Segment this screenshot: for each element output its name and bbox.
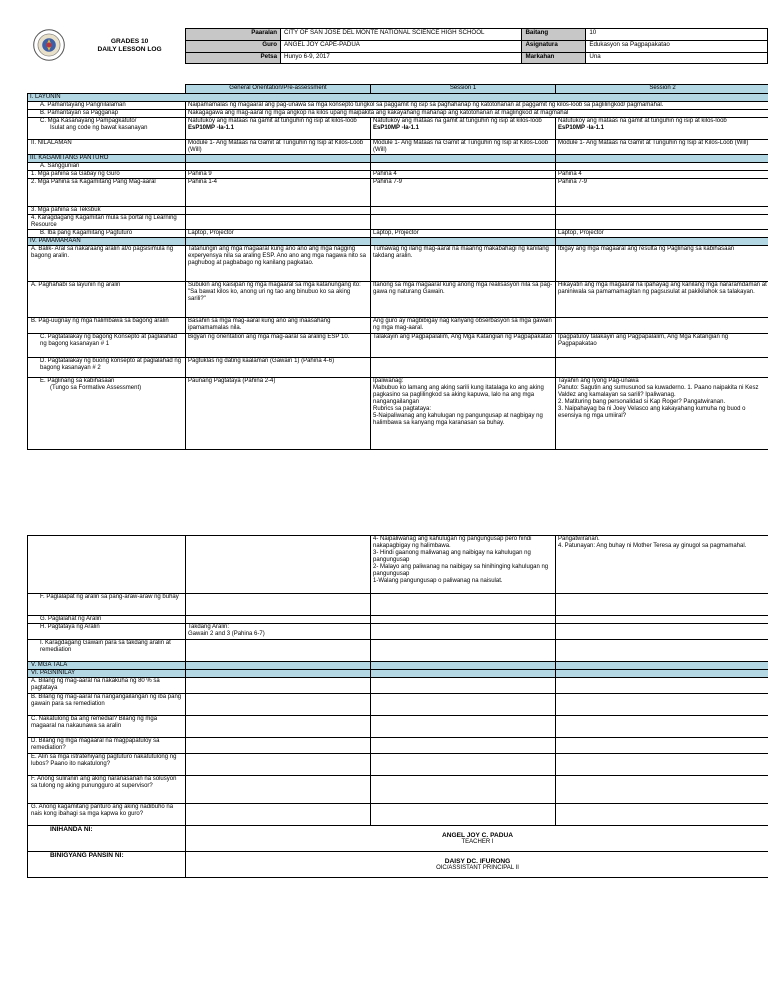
cell-session1	[371, 754, 556, 776]
row-label: II. NILALAMAN	[28, 140, 186, 155]
row-label: A. Balik- Aral sa nakaraang aralin at/o pagsisimula ng bagong aralin.	[28, 246, 186, 282]
cell-orientation: Tatanungin ang mga magaaral kung ano ano ang mga nagging experyensya nila sa araling ESP. Ano ano ang mga nagawa nito sa paghubog at pagbabago ng kanilang pagkatao.	[186, 246, 371, 282]
asignatura-value: Edukasyon sa Pagpapakatao	[586, 40, 768, 52]
row-pamantayang-pangnilalaman	[28, 102, 768, 110]
row-learning-resource	[28, 215, 768, 230]
signatory-name: DAISY DC. IFURONG	[444, 857, 511, 865]
cell-session2	[556, 215, 768, 230]
cell-session1: Pahina 4	[371, 171, 556, 179]
row-pagninilay-d	[28, 738, 768, 754]
baitang-label: Baitang	[522, 29, 586, 41]
col-header-orientation: General Orientation/Pre-assessment	[186, 85, 371, 94]
cell-session2	[556, 594, 768, 616]
cell-line: Subukin ang kaisipan ng mga magaaral sa mga katanungang ito:	[188, 282, 361, 288]
cell-session1: Tumawag ng ilang mag-aaral na maaring makabahagi ng kanilang takdang aralin.	[371, 246, 556, 282]
lesson-log-table-page1	[27, 84, 768, 450]
cell-session2	[556, 616, 768, 624]
row-pagninilay-c	[28, 716, 768, 738]
competency-text: Natutukoy ang mataas na gamit at tunguhin ng isip at kilos-loob	[188, 118, 357, 124]
cell-orientation: Paunang Pagtataya (Pahina 2-4)	[186, 378, 371, 450]
cell-orientation: Pahina 1-4	[186, 179, 371, 207]
label-line-1: E. Paglinang sa kabihasaan	[40, 378, 115, 384]
competency-code: EsP10MP -Ia-1.1	[188, 125, 234, 131]
section-blank	[371, 238, 556, 246]
signatory-position: TEACHER I	[461, 838, 494, 845]
row-paglalapat	[28, 594, 768, 616]
cell-session2	[556, 738, 768, 754]
row-label	[28, 536, 186, 594]
cell-orientation	[186, 207, 371, 215]
cell-session1	[371, 215, 556, 230]
row-label: 1. Mga pahina sa Gabay ng Guro	[28, 171, 186, 179]
cell-session2: Hikayatin ang mga magaaral na ipahayag ang kanilang mga nararamdaman at paniniwala sa pamamamagitan ng pagsusulat at pakikilahok sa talakayan.	[556, 282, 768, 318]
cell-orientation	[186, 163, 371, 171]
section-blank	[371, 670, 556, 678]
cell-session1: Itanong sa mga magaaral kung anong mga realisasyon nila sa pag-gawa ng naturang Gawain.	[371, 282, 556, 318]
binigyang-label: BINIGYANG PANSIN NI:	[28, 852, 186, 878]
cell-session2	[556, 358, 768, 378]
cell-orientation	[186, 215, 371, 230]
row-paglinang	[28, 378, 768, 450]
cell-orientation	[186, 594, 371, 616]
section-pagninilay	[28, 670, 768, 678]
blank-header	[28, 85, 186, 94]
row-label: A. Bilang ng mag-aaral na nakakuha ng 80 % sa pagtataya	[28, 678, 186, 694]
cell-session1	[371, 694, 556, 716]
column-header-row	[28, 85, 768, 94]
cell-orientation	[186, 754, 371, 776]
section-blank	[556, 662, 768, 670]
cell-session1: Laptop, Projector	[371, 230, 556, 238]
section-title: V. MGA TALA	[28, 662, 186, 670]
row-kasanayang-pampagkatuto	[28, 118, 768, 140]
competency-text: Natutukoy ang mataas na gamit at tunguhin ng isip at kilos-loob	[373, 118, 542, 124]
row-label: G. Paglalahat ng Aralin	[28, 616, 186, 624]
competency-text: Natutukoy ang mataas na gamit at tunguhin ng isip at kilos-loob	[558, 118, 727, 124]
row-label: A. Sanggunian	[28, 163, 186, 171]
row-label: F. Anong suliranin ang aking naranasanan na solusyon sa tulong ng aking punungguro at supervisor?	[28, 776, 186, 804]
row-pagtatalakay-1	[28, 334, 768, 358]
document-title	[74, 29, 186, 64]
header-table	[26, 28, 768, 64]
section-title: III. KAGAMITANG PANTURO	[28, 155, 186, 163]
cell-orientation: Bigyan ng orientation ang mga mag-aaral sa araling ESP 10.	[186, 334, 371, 358]
row-pagninilay-g	[28, 804, 768, 826]
section-title: I. LAYUNIN	[28, 94, 768, 102]
row-label: C. Pagtatalakay ng bagong Konsepto at paglalahad ng bagong kasanayan # 1	[28, 334, 186, 358]
cell-orientation	[186, 738, 371, 754]
row-paglalahat	[28, 616, 768, 624]
row-karagdagang-gawain	[28, 640, 768, 662]
cell-session1	[371, 207, 556, 215]
guro-label: Guro	[186, 40, 281, 52]
cell-session1: Module 1- Ang Mataas na Gamit at Tunguhin ng Isip at Kilos-Loob (Will)	[371, 140, 556, 155]
row-label	[28, 378, 186, 450]
col-header-session2: Session 2	[556, 85, 768, 94]
cell-orientation: Basahin sa mga mag-aaral kung ano ang inaasahang ipamamamalas nila.	[186, 318, 371, 334]
cell-session2: Pahina 4	[556, 171, 768, 179]
paaralan-value: CITY OF SAN JOSE DEL MONTE NATIONAL SCIENCE HIGH SCHOOL	[281, 29, 522, 41]
cell-orientation: Module 1- Ang Mataas na Gamit at Tunguhin ng Isip at Kilos-Loob (Will)	[186, 140, 371, 155]
row-paglinang-continued	[28, 536, 768, 594]
row-label: D. Pagtatalakay ng buong konsepto at paglalahad ng bagong kasanayan # 2	[28, 358, 186, 378]
cell-orientation	[186, 694, 371, 716]
row-kagamitang-pang-mag-aaral	[28, 179, 768, 207]
baitang-value: 10	[586, 29, 768, 41]
cell-session2	[556, 754, 768, 776]
row-pagninilay-a	[28, 678, 768, 694]
section-blank	[371, 155, 556, 163]
cell-session1	[371, 716, 556, 738]
cell-orientation	[186, 776, 371, 804]
asignatura-label: Asignatura	[522, 40, 586, 52]
binigyang-signatory	[186, 852, 768, 878]
cell-session2	[556, 318, 768, 334]
section-blank	[371, 662, 556, 670]
cell-session1	[371, 640, 556, 662]
cell-session2	[556, 678, 768, 694]
competency-code: EsP10MP -Ia-1.1	[558, 125, 604, 131]
row-nilalaman	[28, 140, 768, 155]
competency-code: EsP10MP -Ia-1.1	[373, 125, 419, 131]
row-pagninilay-f	[28, 776, 768, 804]
cell-session1	[371, 624, 556, 640]
cell-session1: Pahina 7-9	[371, 179, 556, 207]
row-label: B. Bilang ng mag-aaral na nangangailangan ng iba pang gawain para sa remediation	[28, 694, 186, 716]
cell-session1	[371, 678, 556, 694]
section-pamamaraan	[28, 238, 768, 246]
cell-session1	[371, 594, 556, 616]
deped-seal-icon	[32, 29, 66, 62]
row-pamantayan-sa-pagganap	[28, 110, 768, 118]
cell-session1	[371, 738, 556, 754]
row-label: D. Bilang ng mga magaaral na magpapatuloy sa remediation?	[28, 738, 186, 754]
cell-line: Gawain 2 and 3 (Pahina 6-7)	[188, 631, 265, 637]
lesson-log-table-page2	[27, 535, 768, 878]
cell-session1	[371, 118, 556, 140]
signatory-position: OIC/ASSISTANT PRINCIPAL II	[436, 864, 519, 871]
cell-session2	[556, 624, 768, 640]
section-blank	[186, 238, 371, 246]
row-label: H. Pagtataya ng Aralin	[28, 624, 186, 640]
cell-orientation	[186, 678, 371, 694]
title-line-1: GRADES 10	[110, 38, 149, 46]
title-line-2: DAILY LESSON LOG	[97, 46, 162, 54]
row-label: 3. Mga pahina sa Teksbuk	[28, 207, 186, 215]
row-paghahabi	[28, 282, 768, 318]
row-gabay-ng-guro	[28, 171, 768, 179]
cell-orientation	[186, 640, 371, 662]
markahan-label: Markahan	[522, 52, 586, 64]
cell-session1: Talakayin ang Pagpapalalim, Ang Mga Katangian ng Pagpapakatao	[371, 334, 556, 358]
row-label	[28, 118, 186, 140]
cell-orientation	[186, 282, 371, 318]
row-label: I. Karagdagang Gawain para sa takdang aralin at remediation	[28, 640, 186, 662]
section-blank	[556, 238, 768, 246]
cell-session2	[556, 163, 768, 171]
row-pagninilay-b	[28, 694, 768, 716]
row-label: B. Pag-uugnay ng mga halimbawa sa bagong aralin	[28, 318, 186, 334]
cell-session2	[556, 207, 768, 215]
cell-orientation: Pagtuklas ng dating kaalaman (Gawain 1) (Pahina 4-6)	[186, 358, 371, 378]
cell-session1	[371, 163, 556, 171]
cell-orientation	[186, 616, 371, 624]
row-label: F. Paglalapat ng aralin sa pang-araw-araw ng buhay	[28, 594, 186, 616]
row-pagninilay-e	[28, 754, 768, 776]
row-label: E. Alin sa mga istratehiyang pagtuturo nakatutulong ng lubos? Paano ito nakatulong?	[28, 754, 186, 776]
row-label: A. Pamantayang Pangnilalaman	[28, 102, 186, 110]
section-mga-tala	[28, 662, 768, 670]
row-label: C. Nakatulong ba ang remedial? Bilang ng mga magaaral na nakaunawa sa aralin	[28, 716, 186, 738]
cell-session2: Module 1- Ang Mataas na Gamit at Tunguhin ng Isip at Kilos-Loob (Will)	[556, 140, 768, 155]
cell-orientation	[186, 804, 371, 826]
section-blank	[186, 155, 371, 163]
label-line-1: C. Mga Kasanayang Pampagkatuto/	[40, 118, 137, 124]
row-value: Naipamamalas ng magaaral ang pag-unawa sa mga konsepto tungkol sa paggamit ng isip sa paghahanap ng katotohanan at paggamit ng kilos-loob sa paglilingkod/ pagmamahal.	[186, 102, 768, 110]
col-header-session1: Session 1	[371, 85, 556, 94]
petsa-label: Petsa	[186, 52, 281, 64]
cell-session2: Laptop, Projector	[556, 230, 768, 238]
markahan-value: Una	[586, 52, 768, 64]
label-line-2: (Tungo sa Formative Assessment)	[50, 385, 142, 391]
row-balik-aral	[28, 246, 768, 282]
cell-session2	[556, 804, 768, 826]
cell-line: "Sa bawat kilos ko, anong uri ng tao ang binubuo ko sa aking sarili?"	[188, 289, 351, 302]
cell-session2	[556, 716, 768, 738]
row-binigyang-pansin	[28, 852, 768, 878]
cell-orientation	[186, 536, 371, 594]
cell-session2: Pangatwiranan. 4. Patunayan: Ang buhay ni Mother Teresa ay ginugol sa pagmamahal.	[556, 536, 768, 594]
petsa-value: Hunyo 6-9, 2017	[281, 52, 522, 64]
cell-session2: Tayahin ang Iyong Pag-unawa Panuto: Sagutin ang sumusunod sa kuwaderno. 1. Paano naipakita ni Kesz Valdez ang kamalayan sa sarili? Ipaliwanag. 2. Matituring bang personalidad si Kap Roger? Pangatwiranan. 3. Naipahayag ba ni Joey Velasco ang kakayahang kumuha ng buod o esensiya ng mga umiiral?	[556, 378, 768, 450]
inihanda-label: INIHANDA NI:	[28, 826, 186, 852]
cell-session2: Ipagpatuloy talakayin ang Pagpapalalim, Ang Mga Katangian ng Pagpapakatao	[556, 334, 768, 358]
row-sanggunian	[28, 163, 768, 171]
inihanda-signatory	[186, 826, 768, 852]
cell-session1	[371, 776, 556, 804]
cell-session2: Pahina 7-9	[556, 179, 768, 207]
cell-orientation	[186, 624, 371, 640]
section-blank	[556, 670, 768, 678]
cell-session1	[371, 616, 556, 624]
row-teksbuk	[28, 207, 768, 215]
cell-session1: Ipaliwanag: Mabubuo ko lamang ang aking sarili kung itatalaga ko ang aking pagkasino sa paglilingkod sa aking kapuwa, lalo na ang mga nangangailangan Rubrics sa pagtataya: 5-Naipaliwanag ang kahulugan ng pangungusap at nagbigay ng halimbawa sa kanyang mga karanasan sa buhay.	[371, 378, 556, 450]
deped-seal	[26, 29, 74, 64]
row-label: A. Paghahabi sa layunin ng aralin	[28, 282, 186, 318]
row-inihanda	[28, 826, 768, 852]
cell-session1: Ang guro ay magbibigay nag kanyang obserbasyon sa mga gawain ng mga mag-aaral.	[371, 318, 556, 334]
cell-session2	[556, 776, 768, 804]
row-label: B. Iba pang Kagamitang Pagtuturo	[28, 230, 186, 238]
cell-orientation: Laptop, Projector	[186, 230, 371, 238]
cell-session2	[556, 694, 768, 716]
row-label: 4. Karagdagang Kagamitan mula sa portal ng Learning Resource	[28, 215, 186, 230]
cell-line: Takdang Aralin:	[188, 624, 230, 630]
row-label: 2. Mga Pahina sa Kagamitang Pang Mag-aaral	[28, 179, 186, 207]
section-title: VI. PAGNINILAY	[28, 670, 186, 678]
section-kagamitang-panturo	[28, 155, 768, 163]
section-layunin	[28, 94, 768, 102]
section-title: IV. PAMAMARAAN	[28, 238, 186, 246]
cell-session1	[371, 804, 556, 826]
cell-orientation	[186, 118, 371, 140]
section-blank	[186, 670, 371, 678]
row-label: B. Pamantayan sa Pagganap	[28, 110, 186, 118]
row-value: Nakagagawa ang mag-aaral ng mga angkop na kilos upang maipakita ang kakayahang mahanap ang katotohanan at maglingkod at magmahal	[186, 110, 768, 118]
guro-value: ANGEL JOY CAPE-PADUA	[281, 40, 522, 52]
section-blank	[556, 155, 768, 163]
cell-session2: Ibigay ang mga magaaral ang resulta ng Paglinang sa kabihasaan	[556, 246, 768, 282]
cell-orientation: Pahina 9	[186, 171, 371, 179]
row-pagtataya	[28, 624, 768, 640]
section-blank	[186, 662, 371, 670]
cell-session2	[556, 640, 768, 662]
row-pagtatalakay-2	[28, 358, 768, 378]
cell-session2	[556, 118, 768, 140]
cell-session1	[371, 358, 556, 378]
cell-orientation	[186, 716, 371, 738]
row-iba-pang-kagamitan	[28, 230, 768, 238]
signatory-name: ANGEL JOY C. PADUA	[441, 831, 514, 839]
paaralan-label: Paaralan	[186, 29, 281, 41]
row-pag-uugnay	[28, 318, 768, 334]
row-label: G. Anong kagamitang panturo ang aking nadibuho na nais kong ibahagi sa mga kapwa ko guro?	[28, 804, 186, 826]
cell-session1: 4- Naipaliwanag ang kahulugan ng pangungusap pero hindi nakapagbigay ng halimbawa. 3- Hindi gaanong maliwanag ang naibigay na kahulugan ng pangungusap 2- Malayo ang paliwanag na naibigay sa hinihinging kahulugan ng pangungusap 1-Walang pangungusap o paliwanag na naisulat.	[371, 536, 556, 594]
label-line-2: Isulat ang code ng bawat kasanayan	[50, 125, 148, 131]
